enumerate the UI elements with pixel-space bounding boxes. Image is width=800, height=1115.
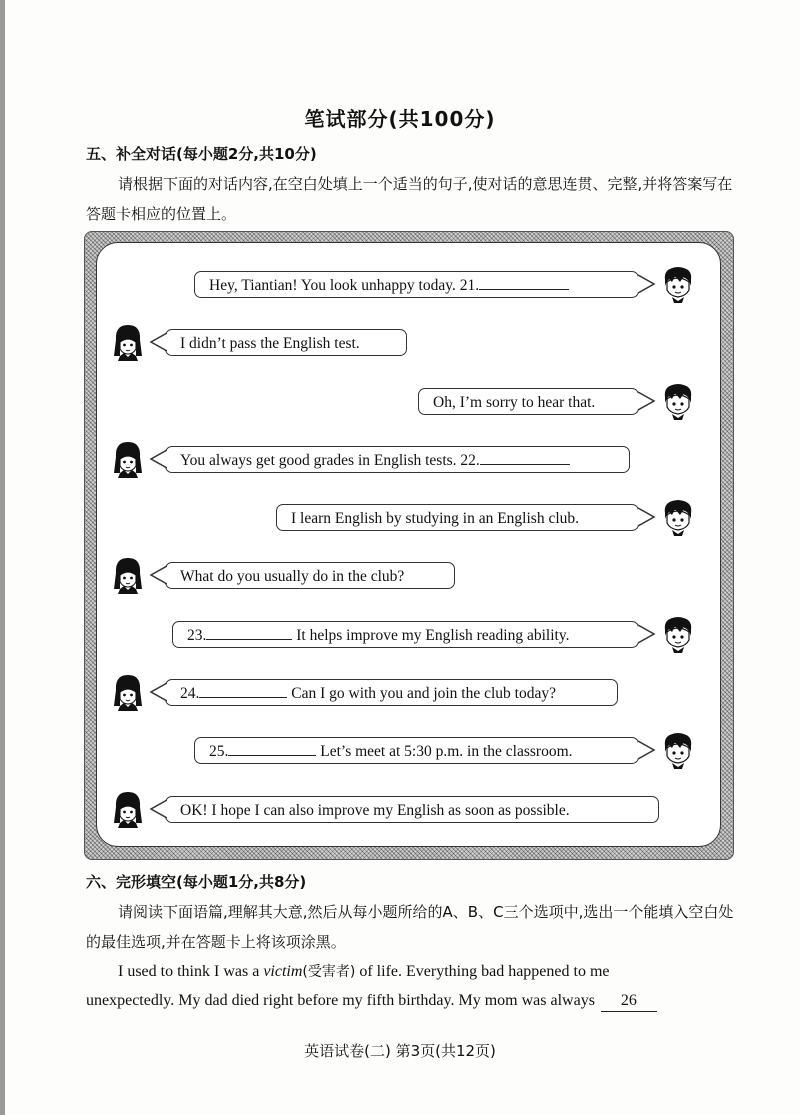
- dialogue-bubble-1: [194, 271, 639, 298]
- story-text: unexpectedly. My dad died right before my fifth birthday. My mom was always: [86, 992, 595, 1009]
- dialogue-text: Can I go with you and join the club today?: [287, 685, 556, 702]
- dialogue-text: You always get good grades in English tests. 22.: [180, 452, 480, 469]
- page-title: 笔试部分(共100分): [304, 107, 496, 131]
- speech-pointer-right-icon: [638, 739, 656, 761]
- section-6-heading: 六、完形填空(每小题1分,共8分): [86, 873, 307, 891]
- dialogue-text: 24.: [180, 685, 200, 702]
- girl-avatar-icon: [110, 672, 146, 712]
- page-footer: 英语试卷(二) 第3页(共12页): [304, 1042, 496, 1060]
- girl-avatar-icon: [110, 555, 146, 595]
- boy-avatar-icon: [660, 381, 696, 421]
- scan-edge: [0, 0, 5, 1115]
- boy-avatar-icon: [660, 264, 696, 304]
- section-6-instruction: 请阅读下面语篇,理解其大意,然后从每小题所给的A、B、C三个选项中,选出一个能填入空白处的最佳选项,并在答题卡上将该项涂黑。: [86, 903, 734, 951]
- section-5-instruction: 请根据下面的对话内容,在空白处填上一个适当的句子,使对话的意思连贯、完整,并将答案写在答题卡相应的位置上。: [86, 175, 733, 223]
- story-line-2: [86, 986, 736, 1015]
- dialogue-bubble-4: [165, 446, 630, 473]
- dialogue-text: It helps improve my English reading ability.: [292, 627, 570, 644]
- section-5-heading: 五、补全对话(每小题2分,共10分): [86, 145, 317, 163]
- dialogue-text: 25.: [209, 743, 229, 760]
- speech-pointer-right-icon: [638, 623, 656, 645]
- speech-pointer-right-icon: [638, 390, 656, 412]
- story-victim-translation: (受害者): [302, 964, 356, 980]
- dialogue-bubble-9: [194, 737, 639, 764]
- speech-pointer-left-icon: [149, 331, 167, 353]
- story-text: of life. Everything bad happened to me: [355, 963, 610, 980]
- speech-pointer-right-icon: [638, 273, 656, 295]
- dialogue-text: What do you usually do in the club?: [180, 568, 405, 585]
- speech-pointer-left-icon: [149, 681, 167, 703]
- dialogue-text: Let’s meet at 5:30 p.m. in the classroom.: [316, 743, 573, 760]
- dialogue-text: I learn English by studying in an English club.: [291, 510, 580, 527]
- dialogue-bubble-10: [165, 796, 659, 823]
- cloze-blank-26[interactable]: 26: [601, 991, 657, 1012]
- story-victim-word: victim: [263, 963, 303, 980]
- dialogue-bubble-3: [418, 388, 639, 415]
- boy-avatar-icon: [660, 497, 696, 537]
- dialogue-bubble-8: [165, 679, 618, 706]
- speech-pointer-left-icon: [149, 448, 167, 470]
- dialogue-bubble-5: [276, 504, 639, 531]
- dialogue-text: I didn’t pass the English test.: [180, 335, 360, 352]
- dialogue-bubble-6: [165, 562, 455, 589]
- story-text: I used to think I was a: [118, 963, 264, 980]
- girl-avatar-icon: [110, 789, 146, 829]
- dialogue-text: OK! I hope I can also improve my English as soon as possible.: [180, 802, 570, 819]
- boy-avatar-icon: [660, 614, 696, 654]
- girl-avatar-icon: [110, 439, 146, 479]
- dialogue-bubble-7: [172, 621, 639, 648]
- dialogue-text: 23.: [187, 627, 207, 644]
- boy-avatar-icon: [660, 730, 696, 770]
- girl-avatar-icon: [110, 322, 146, 362]
- speech-pointer-left-icon: [149, 564, 167, 586]
- dialogue-text: Hey, Tiantian! You look unhappy today. 21.: [209, 277, 480, 294]
- dialogue-bubble-2: [165, 329, 407, 356]
- speech-pointer-right-icon: [638, 506, 656, 528]
- answer-blank[interactable]: [206, 623, 292, 640]
- answer-blank[interactable]: [479, 273, 569, 290]
- answer-blank[interactable]: [228, 739, 316, 756]
- answer-blank[interactable]: [199, 681, 287, 698]
- story-line-1: [86, 957, 736, 987]
- speech-pointer-left-icon: [149, 798, 167, 820]
- answer-blank[interactable]: [480, 448, 570, 465]
- dialogue-text: Oh, I’m sorry to hear that.: [433, 394, 596, 411]
